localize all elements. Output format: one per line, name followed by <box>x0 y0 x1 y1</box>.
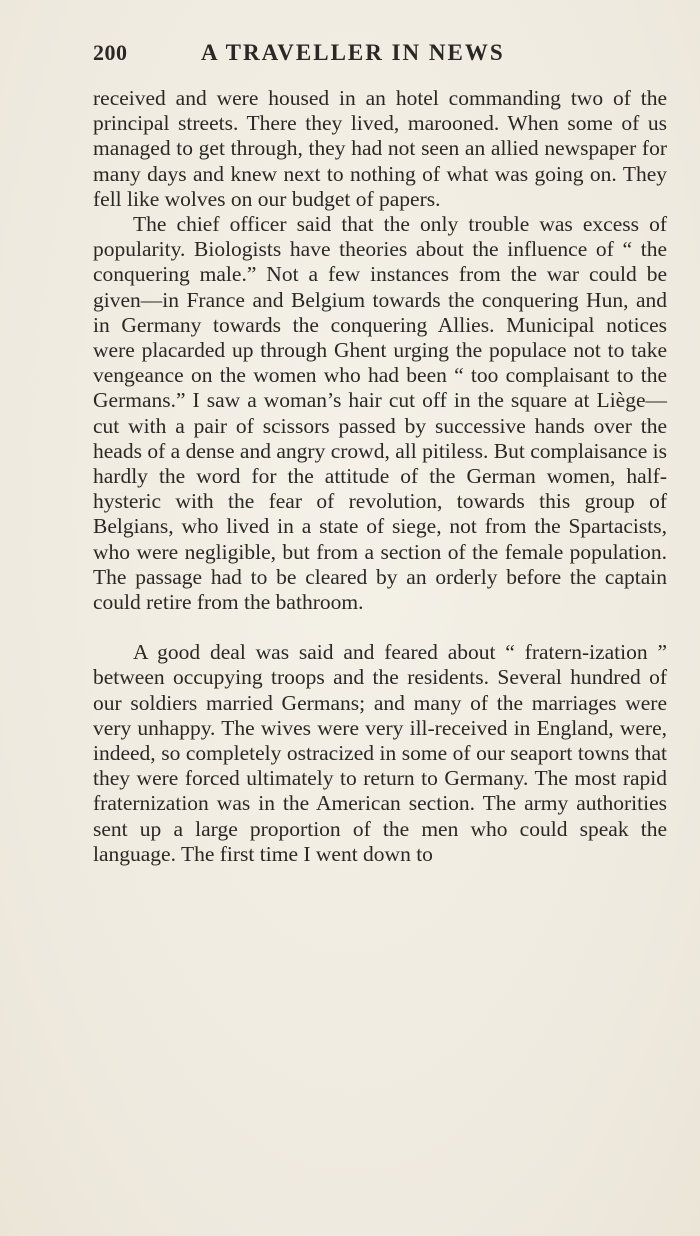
page-number: 200 <box>93 40 128 65</box>
paragraph-2: The chief officer said that the only trouble was excess of popularity. Biologists have theories about the influence of “ the conquering male.” Not a few instances from the war could be given—in France and Belgium towards the conquering Hun, and in Germany towards the conquering Allies. Municipal notices were placarded up through Ghent urging the populace not to take vengeance on the women who had been “ too complaisant to the Germans.” I saw a woman’s hair cut off in the square at Liège—cut with a pair of scissors passed by successive hands over the heads of a dense and angry crowd, all pitiless. But complaisance is hardly the word for the attitude of the German women, half-hysteric with the fear of revolution, towards this group of Belgians, who lived in a state of siege, not from the Spartacists, who were negligible, but from a section of the female population. The passage had to be cleared by an orderly before the captain could retire from the bathroom. <box>93 212 667 615</box>
paragraph-3: A good deal was said and feared about “ fratern-ization ” between occupying troops and the residents. Several hundred of our soldiers married Germans; and many of the marriages were very unhappy. The wives were very ill-received in England, were, indeed, so completely ostracized in some of our seaport towns that they were forced ultimately to return to Germany. The most rapid fraternization was in the American section. The army authorities sent up a large proportion of the men who could speak the language. The first time I went down to <box>93 640 667 866</box>
page-header <box>93 40 673 72</box>
running-title: A TRAVELLER IN NEWS <box>201 40 505 65</box>
body-text <box>93 86 667 867</box>
paragraph-1: received and were housed in an hotel commanding two of the principal streets. There they lived, marooned. When some of us managed to get through, they had not seen an allied newspaper for many days and knew next to nothing of what was going on. They fell like wolves on our budget of papers. <box>93 86 667 211</box>
